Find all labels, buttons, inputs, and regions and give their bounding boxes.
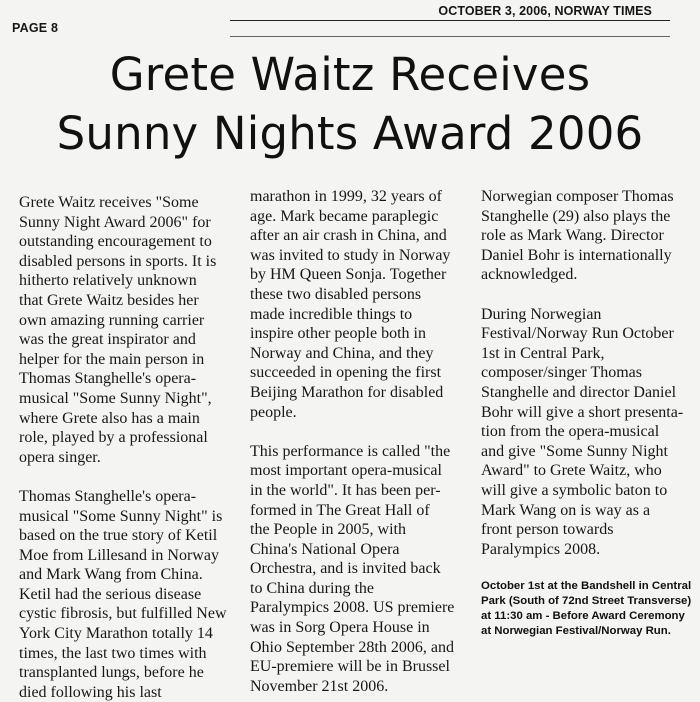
article-column-1 (19, 193, 239, 702)
paragraph: This performance is called "the most important opera-musical in the world". It has been per- formed in The Great Hall of the People in 2005, with China's National Opera Orchestra, and is invited back to China during the Paralympics 2008. US premiere was in Sorg Opera House in Ohio September 28th 2006, and EU-premiere will be in Brussel November 21st 2006. (250, 442, 455, 695)
paragraph: marathon in 1999, 32 years of age. Mark became paraplegic after an air crash in China, and was invited to study in Norway by HM Queen Sonja. Together these two disabled persons made incredible things to inspire other people both in Norway and China, and they succeeded in opening the first Beijing Marathon for disabled people. (250, 188, 451, 421)
paragraph: Grete Waitz receives "Some Sunny Night Award 2006" for outstanding encouragement to disabled persons in sports. It is hitherto relatively unknown that Grete Waitz besides her own amazing running carrier was the great inspirator and helper for the main person in Thomas Stanghelle's opera- musical "Some Sunny Night", where Grete also has a main role, played by a professional opera singer. (19, 194, 217, 466)
page-number: PAGE 8 (12, 21, 59, 35)
article-column-3 (481, 187, 696, 640)
event-notice: October 1st at the Bandshell in Central Park (South of 72nd Street Transverse) at 11:30 am - Before Award Ceremony at Norwegian Festival/Norway Run. (481, 579, 692, 638)
paragraph: Thomas Stanghelle's opera- musical "Some Sunny Night" is based on the true story of Ketil Moe from Lillesand in Norway and Mark Wang from China. Ketil had the serious disease cystic fibrosis, but fulfilled New York City Marathon totally 14 times, the last two times with transplanted lungs, before he died following his last (19, 487, 227, 701)
article-column-2 (250, 187, 472, 696)
paragraph: Norwegian composer Thomas Stanghelle (29) also plays the role as Mark Wang. Director Daniel Bohr is internationally acknowledged. (481, 188, 674, 284)
header-rule (230, 20, 670, 21)
headline: Grete Waitz Receives Sunny Nights Award 2006 (56, 48, 644, 160)
paragraph: During Norwegian Festival/Norway Run October 1st in Central Park, composer/singer Thomas Stanghelle and director Daniel Bohr will give a short presenta- tion from the opera-musical and give "Some Sunny Night Award" to Grete Waitz, who will give a symbolic baton to Mark Wang on is way as a front person towards Paralympics 2008. (481, 305, 684, 558)
header-rule-lower (230, 36, 670, 37)
dateline: OCTOBER 3, 2006, NORWAY TIMES (438, 4, 652, 18)
